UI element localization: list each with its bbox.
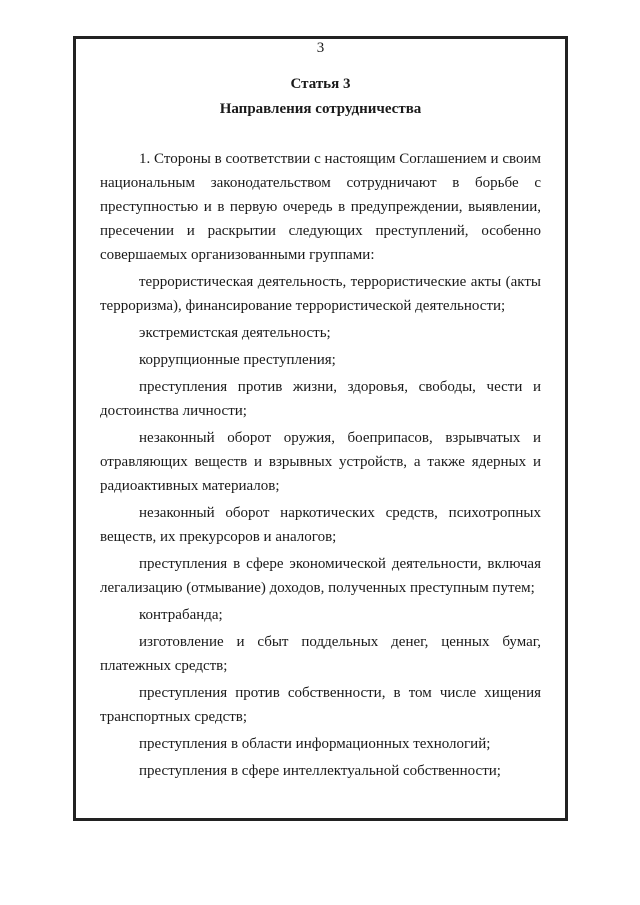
page-frame [73, 36, 568, 821]
article-title: Статья 3 [290, 76, 351, 92]
article-body [100, 147, 541, 783]
article-subtitle: Направления сотрудничества [219, 101, 422, 117]
list-item: преступления против собственности, в том числе хищения транспортных средств; [100, 685, 541, 725]
list-item: незаконный оборот оружия, боеприпасов, взрывчатых и отравляющих веществ и взрывных устройств, а также ядерных и радиоактивных материалов; [100, 430, 541, 494]
intro-paragraph: 1. Стороны в соответствии с настоящим Соглашением и своим национальным законодательством сотрудничают в борьбе с преступностью и в первую очередь в предупреждении, выявлении, пресечении и раскрытии следующих преступлений, особенно совершаемых организованными группами: [100, 151, 541, 263]
list-item: преступления в сфере экономической деятельности, включая легализацию (отмывание) доходов, полученных преступным путем; [100, 556, 541, 596]
list-item: коррупционные преступления; [139, 352, 336, 368]
list-item: незаконный оборот наркотических средств, психотропных веществ, их прекурсоров и аналогов; [100, 505, 541, 545]
list-item: преступления против жизни, здоровья, свободы, чести и достоинства личности; [100, 379, 541, 419]
list-item: экстремистская деятельность; [139, 325, 331, 341]
list-item: изготовление и сбыт поддельных денег, ценных бумаг, платежных средств; [100, 634, 541, 674]
list-item: террористическая деятельность, террористические акты (акты терроризма), финансирование террористической деятельности; [100, 274, 541, 314]
list-item: преступления в сфере интеллектуальной собственности; [139, 763, 501, 779]
page-number: 3 [316, 40, 325, 56]
list-item: преступления в области информационных технологий; [139, 736, 491, 752]
list-item: контрабанда; [139, 607, 223, 623]
